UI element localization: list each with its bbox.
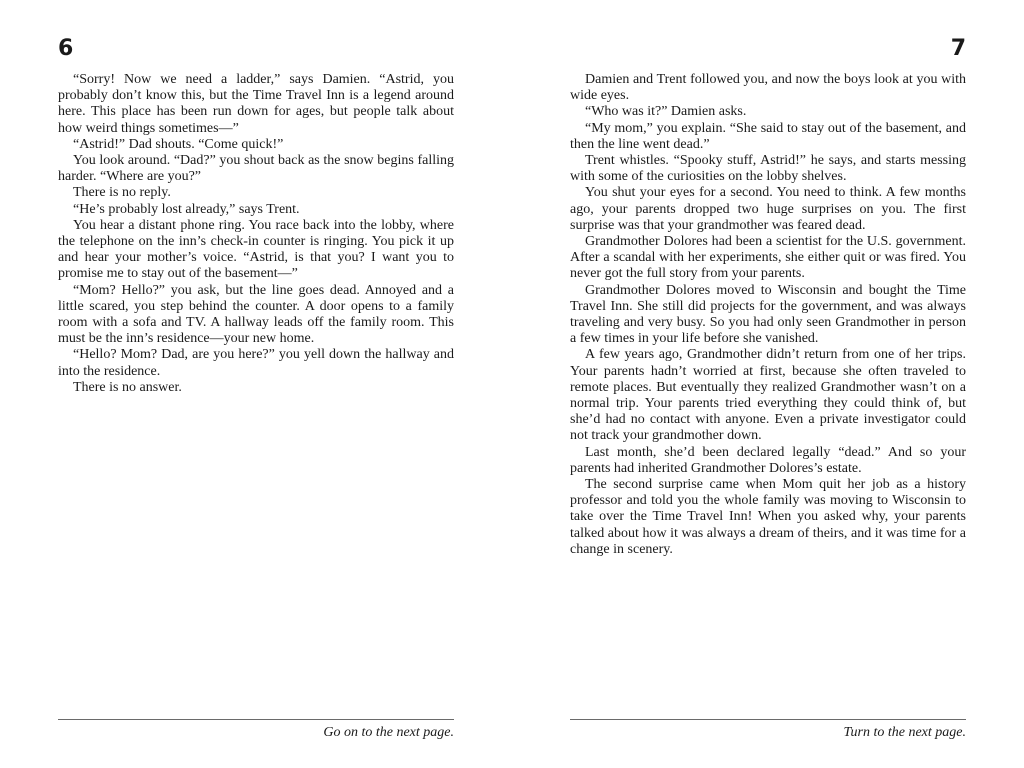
footer-divider	[58, 719, 454, 720]
paragraph: Grandmother Dolores had been a scientist for the U.S. government. After a scandal with her experiments, she either quit or was fired. You never got the full story from your parents.	[570, 234, 966, 282]
paragraph: There is no answer.	[73, 379, 182, 395]
paragraph: “Sorry! Now we need a ladder,” says Damien. “Astrid, you probably don’t know this, but the Time Travel Inn is a legend around here. This place has been run down for ages, but people talk about how weird things sometimes—”	[58, 72, 454, 136]
paragraph: Grandmother Dolores moved to Wisconsin and bought the Time Travel Inn. She still did projects for the government, and was always traveling and very busy. So you had only seen Grandmother in person a few times in your life before she vanished.	[570, 282, 966, 347]
paragraph: “Who was it?” Damien asks.	[585, 104, 747, 120]
paragraph: You hear a distant phone ring. You race back into the lobby, where the telephone on the inn’s check-in counter is ringing. You pick it up and hear your mother’s voice. “Astrid, is that you? I want you to promise me to stay out of the basement—”	[58, 217, 454, 282]
page-number: 7	[950, 36, 966, 61]
footer-divider	[570, 719, 966, 720]
paragraph: “Astrid!” Dad shouts. “Come quick!”	[73, 136, 284, 152]
paragraph: A few years ago, Grandmother didn’t return from one of her trips. Your parents hadn’t worried at first, because she often traveled to remote places. But eventually they realized Grandmother wasn’t on a normal trip. Your parents tried everything they could think of, but she’d had no contact with anyone. Even a private investigator could not track your grandmother down.	[570, 347, 966, 444]
paragraph: You look around. “Dad?” you shout back as the snow begins falling harder. “Where are you?”	[58, 153, 454, 185]
body-text	[570, 72, 966, 558]
paragraph: The second surprise came when Mom quit her job as a history professor and told you the whole family was moving to Wisconsin to take over the Time Travel Inn! When you asked why, your parents talked about how it was always a dream of theirs, and it was time for a change in scenery.	[570, 477, 966, 557]
paragraph: There is no reply.	[73, 185, 171, 201]
right-page	[512, 0, 1024, 768]
page-number: 6	[58, 36, 74, 61]
paragraph: “Hello? Mom? Dad, are you here?” you yell down the hallway and into the residence.	[58, 347, 454, 379]
body-text	[58, 72, 454, 396]
paragraph: Trent whistles. “Spooky stuff, Astrid!” he says, and starts messing with some of the curiosities on the lobby shelves.	[570, 153, 966, 185]
paragraph: You shut your eyes for a second. You need to think. A few months ago, your parents dropped two huge surprises on you. The first surprise was that your grandmother was feared dead.	[570, 185, 966, 233]
paragraph: Damien and Trent followed you, and now the boys look at you with wide eyes.	[570, 72, 966, 104]
continue-prompt: Go on to the next page.	[323, 725, 454, 740]
paragraph: “My mom,” you explain. “She said to stay out of the basement, and then the line went dead.”	[570, 120, 966, 152]
paragraph: “Mom? Hello?” you ask, but the line goes dead. Annoyed and a little scared, you step behind the counter. A door opens to a family room with a sofa and TV. A hallway leads off the family room. This must be the inn’s residence—your new home.	[58, 282, 454, 347]
continue-prompt: Turn to the next page.	[843, 725, 966, 740]
paragraph: “He’s probably lost already,” says Trent.	[73, 201, 300, 217]
paragraph: Last month, she’d been declared legally “dead.” And so your parents had inherited Grandmother Dolores’s estate.	[570, 444, 966, 476]
